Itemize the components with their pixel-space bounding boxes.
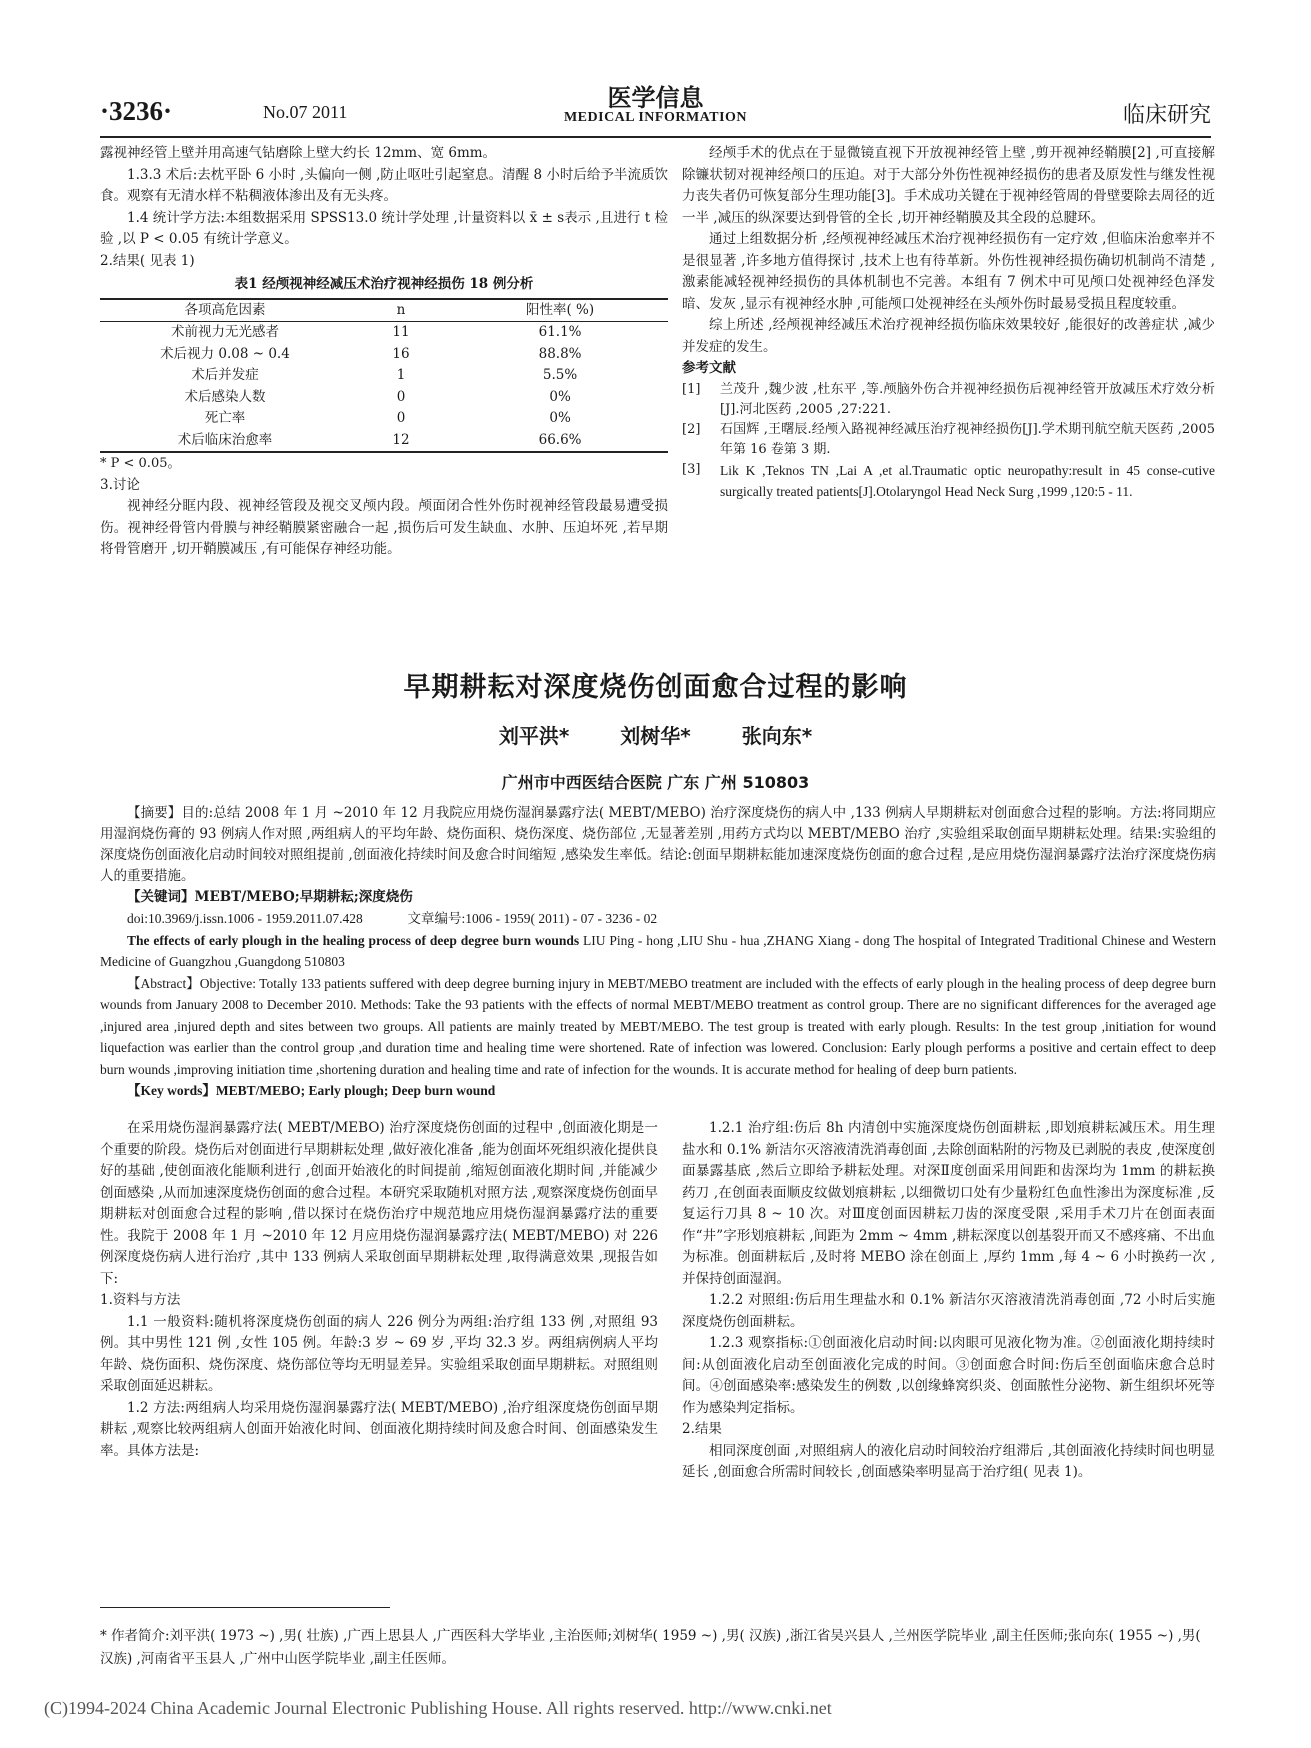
table-cell: 术后视力 0.08 ~ 0.4	[160, 345, 290, 362]
title-en-line	[100, 930, 1216, 973]
article-id: 文章编号:1006 - 1959( 2011) - 07 - 3236 - 02	[407, 911, 658, 926]
prev-article-left-column	[100, 143, 668, 561]
section-heading: 2.结果	[682, 1421, 722, 1437]
column-header: n	[396, 301, 406, 318]
paragraph: 1.2 方法:两组病人均采用烧伤湿润暴露疗法( MEBT/MEBO) ,治疗组深度烧伤创面早期耕耘 ,观察比较两组病人创面开始液化时间、创面液化期持续时间及愈合时间、创面感染发生率。具体方法是:	[100, 1399, 658, 1459]
doi: doi:10.3969/j.issn.1006 - 1959.2011.07.428	[127, 911, 363, 926]
paragraph: 1.1 一般资料:随机将深度烧伤创面的病人 226 例分为两组:治疗组 133 例 ,对照组 93 例。其中男性 121 例 ,女性 105 例。年龄:3 岁 ~ 69 岁 ,平均 32.3 岁。两组病例病人平均年龄、烧伤面积、烧伤深度、烧伤部位等均无明显差异。实验组采取创面早期耕耘。对照组则采取创面延迟耕耘。	[100, 1313, 658, 1394]
keywords-en: 【Key words】MEBT/MEBO; Early plough; Deep burn wound	[127, 1083, 496, 1098]
footnote-rule	[100, 1607, 390, 1608]
paragraph: 相同深度创面 ,对照组病人的液化启动时间较治疗组滞后 ,其创面液化持续时间也明显延长 ,创面愈合所需时间较长 ,创面感染率明显高于治疗组( 见表 1)。	[682, 1442, 1215, 1480]
table-cell: 术后临床治愈率	[177, 431, 273, 448]
table-note: * P < 0.05。	[100, 456, 181, 471]
paragraph: 1.2.2 对照组:伤后用生理盐水和 0.1% 新洁尔灭溶液清洗消毒创面 ,72 小时后实施深度烧伤创面耕耘。	[682, 1292, 1215, 1330]
paragraph: 1.2.1 治疗组:伤后 8h 内清创中实施深度烧伤创面耕耘 ,即划痕耕耘减压术。用生理盐水和 0.1% 新洁尔灭溶液清洗消毒创面 ,去除创面粘附的污物及已剥脱的表皮 ,使深度创面暴露基底 ,然后立即给予耕耘处理。对深Ⅱ度创面采用间距和齿深均为 1mm 的耕耘换药刀 ,在创面表面顺皮纹做划痕耕耘 ,以细微切口处有少量粉红色血性渗出为深度标准 ,反复运行刀具 8 ~ 10 次。对Ⅲ度创面因耕耘刀齿的深度受限 ,采用手术刀片在创面表面作“井”字形划痕耕耘 ,间距为 2mm ~ 4mm ,耕耘深度以创基裂开而又不感疼痛、不出血为标准。创面耕耘后 ,及时将 MEBO 涂在创面上 ,厚约 1mm ,每 4 ~ 6 小时换药一次 ,并保持创面湿润。	[682, 1120, 1215, 1287]
abstract-block	[100, 803, 1216, 1102]
table-row	[100, 365, 668, 387]
abstract-cn: 【摘要】目的:总结 2008 年 1 月 ~2010 年 12 月我院应用烧伤湿润暴露疗法( MEBT/MEBO) 治疗深度烧伤的病人中 ,133 例病人早期耕耘对创面愈合过程的影响。方法:将同期应用湿润烧伤膏的 93 例病人作对照 ,两组病人的平均年龄、烧伤面积、烧伤深度、烧伤部位 ,无显著差别 ,用药方式均以 MEBT/MEBO 治疗 ,实验组采取创面早期耕耘处理。结果:实验组的深度烧伤创面液化启动时间较对照组提前 ,创面液化持续时间及愈合时间缩短 ,感染发生率低。结论:创面早期耕耘能加速深度烧伤创面的愈合过程 ,是应用烧伤湿润暴露疗法治疗深度烧伤病人的重要措施。	[100, 805, 1216, 884]
keywords-cn: 【关键词】MEBT/MEBO;早期耕耘;深度烧伤	[127, 889, 413, 905]
paragraph: 视神经分眶内段、视神经管段及视交叉颅内段。颅面闭合性外伤时视神经管段最易遭受损伤。视神经骨管内骨膜与神经鞘膜紧密融合一起 ,损伤后可发生缺血、水肿、压迫坏死 ,若早期将骨管磨开 ,切开鞘膜减压 ,有可能保存神经功能。	[100, 498, 668, 557]
table-row	[100, 430, 668, 453]
section-heading: 3.讨论	[100, 476, 140, 493]
reference-text: Lik K ,Teknos TN ,Lai A ,et al.Traumatic optic neuropathy:result in 45 conse-cutive surgically treated patients[J].Otolaryngol Head Neck Surg ,1999 ,120:5 - 11.	[720, 462, 1215, 499]
table-cell: 88.8%	[538, 345, 582, 362]
doi-line	[100, 908, 1216, 930]
column-header: 阳性率( %)	[525, 301, 595, 318]
table-caption: 表1 经颅视神经减压术治疗视神经损伤 18 例分析	[234, 276, 534, 292]
table-cell: 术后感染人数	[184, 388, 266, 405]
references-heading: 参考文献	[682, 360, 736, 376]
table-cell: 61.1%	[538, 324, 582, 340]
section-heading: 2.结果( 见表 1)	[100, 252, 195, 269]
table-cell: 11	[392, 324, 410, 340]
table-row	[100, 387, 668, 409]
paragraph: 1.2.3 观察指标:①创面液化启动时间:以肉眼可见液化物为准。②创面液化期持续时间:从创面液化启动至创面液化完成的时间。③创面愈合时间:伤后至创面临床愈合总时间。④创面感染率:感染发生的例数 ,以创缘蜂窝织炎、创面脓性分泌物、新生组织坏死等作为感染判定指标。	[682, 1335, 1215, 1416]
paragraph: 1.4 统计学方法:本组数据采用 SPSS13.0 统计学处理 ,计量资料以 x̄ ± s表示 ,且进行 t 检验 ,以 P < 0.05 有统计学意义。	[100, 209, 668, 247]
column-header: 各项高危因素	[184, 301, 266, 318]
prev-article-right-column	[682, 143, 1215, 503]
table-header-row	[100, 299, 668, 322]
table-cell: 术前视力无光感者	[170, 324, 279, 340]
abstract-en: 【Abstract】Objective: Totally 133 patients suffered with deep degree burning injury in MEBT/MEBO treatment are included with the effects of early plough in the healing process of deep degree burn wounds from January 2008 to December 2010. Methods: Take the 93 patients with the effects of normal MEBT/MEBO treatment as control group. There are no significant differences for the averaged age ,injured area ,injured depth and sites between two groups. All patients are mainly treated by MEBT/MEBO. The test group is treated with early plough. Results: In the test group ,initiation for wound liquefaction was earlier than the control group ,and duration time and healing time were shortened. Rate of infection was lowered. Conclusion: Early plough performs a positive and certain effect to deep burn wounds ,improving initiation time ,shortening duration and healing time and rate of infection for the wounds. It is accurate method for healing of deep burn patients.	[100, 975, 1216, 1077]
reference-number: [3]	[682, 461, 701, 477]
table-row	[100, 322, 668, 344]
table-cell: 1	[396, 367, 406, 383]
table-cell: 0%	[549, 388, 571, 405]
journal-title-cn: 医学信息	[607, 84, 704, 112]
table-cell: 术后并发症	[191, 367, 259, 383]
article-left-column	[100, 1118, 658, 1462]
table-cell: 66.6%	[538, 431, 582, 448]
copyright-notice: (C)1994-2024 China Academic Journal Electronic Publishing House. All rights reserved. http://www.cnki.net	[44, 1698, 832, 1718]
table-cell: 5.5%	[542, 367, 578, 383]
results-table	[100, 298, 668, 454]
journal-title-en: MEDICAL INFORMATION	[563, 110, 748, 125]
section-heading: 1.资料与方法	[100, 1292, 181, 1308]
table-row	[100, 408, 668, 430]
paragraph: 经颅手术的优点在于显微镜直视下开放视神经管上壁 ,剪开视神经鞘膜[2] ,可直接解除镰状韧对视神经颅口的压迫。对于大部分外伤性视神经损伤的患者及原发性与继发性视力丧失者仍可恢复部分生理功能[3]。手术成功关键在于视神经管周的骨壁要除去周径的近一半 ,减压的纵深要达到骨管的全长 ,切开神经鞘膜及其全段的总腱环。	[682, 145, 1215, 226]
author-name: 张向东*	[741, 724, 813, 748]
authors-en: LIU Ping - hong ,LIU Shu - hua ,ZHANG Xiang - dong The hospital of Integrated Traditional Chinese and Western Medicine of Guangzhou ,Guangdong 510803	[100, 932, 1216, 969]
title-en: The effects of early plough in the healing process of deep degree burn wounds	[127, 932, 580, 948]
reference-text: 石国辉 ,王曙辰.经颅入路视神经减压治疗视神经损伤[J].学术期刊航空航天医药 ,2005 年第 16 卷第 3 期.	[720, 421, 1215, 457]
section-name: 临床研究	[1122, 103, 1211, 128]
article-right-column	[682, 1118, 1215, 1484]
reference-number: [1]	[682, 381, 701, 397]
affiliation: 广州市中西医结合医院 广东 广州 510803	[501, 773, 810, 792]
running-header	[100, 78, 1211, 138]
reference-item	[682, 460, 1215, 503]
author-name: 刘树华*	[620, 724, 691, 748]
table-cell: 0	[396, 388, 406, 405]
reference-item	[682, 380, 1215, 420]
table-cell: 12	[392, 431, 410, 448]
table-row	[100, 344, 668, 366]
table-cell: 死亡率	[204, 410, 246, 426]
table-cell: 0%	[549, 410, 571, 426]
issue-number: No.07 2011	[263, 102, 348, 122]
reference-text: 兰茂升 ,魏少波 ,杜东平 ,等.颅脑外伤合并视神经损伤后视神经管开放减压术疗效分析[J].河北医药 ,2005 ,27:221.	[720, 381, 1215, 417]
paragraph: 通过上组数据分析 ,经颅视神经减压术治疗视神经损伤有一定疗效 ,但临床治愈率并不是很显著 ,许多地方值得探讨 ,技术上也有待革新。外伤性视神经损伤确切机制尚不清楚 ,激素能减轻视神经损伤的具体机制也不完善。本组有 7 例术中可见颅口处视神经色泽发暗、发灰 ,显示有视神经水肿 ,可能颅口处视神经在头颅外伤时最易受损且程度较重。	[682, 231, 1215, 312]
article-title: 早期耕耘对深度烧伤创面愈合过程的影响	[403, 672, 908, 703]
author-name: 刘平洪*	[498, 724, 570, 748]
page-number: ·3236·	[100, 96, 173, 126]
reference-item	[682, 420, 1215, 460]
paragraph: 综上所述 ,经颅视神经减压术治疗视神经损伤临床效果较好 ,能很好的改善症状 ,减少并发症的发生。	[682, 317, 1215, 355]
paragraph: 露视神经管上壁并用高速气钻磨除上壁大约长 12mm、宽 6mm。	[100, 145, 497, 161]
author-list	[0, 720, 1311, 749]
author-footnote: * 作者简介:刘平洪( 1973 ~) ,男( 壮族) ,广西上思县人 ,广西医科大学毕业 ,主治医师;刘树华( 1959 ~) ,男( 汉族) ,浙江省吴兴县人 ,兰州医学院毕业 ,副主任医师;张向东( 1955 ~) ,男( 汉族) ,河南省平玉县人 ,广州中山医学院毕业 ,副主任医师。	[100, 1628, 1201, 1667]
reference-number: [2]	[682, 421, 701, 437]
table-cell: 0	[396, 410, 406, 426]
table-cell: 16	[392, 345, 410, 362]
paragraph: 在采用烧伤湿润暴露疗法( MEBT/MEBO) 治疗深度烧伤创面的过程中 ,创面液化期是一个重要的阶段。烧伤后对创面进行早期耕耘处理 ,做好液化准备 ,能为创面坏死组织液化提供良好的基础 ,使创面液化能顺利进行 ,创面开始液化的时间提前 ,缩短创面液化期时间 ,并能减少创面感染 ,从而加速深度烧伤创面的愈合过程。本研究采取随机对照方法 ,观察深度烧伤创面早期耕耘对创面愈合过程的影响 ,借以探讨在烧伤治疗中规范地应用烧伤湿润暴露疗法的重要性。我院于 2008 年 1 月 ~2010 年 12 月应用烧伤湿润暴露疗法( MEBT/MEBO) 对 226 例深度烧伤病人进行治疗 ,其中 133 例病人采取创面早期耕耘处理 ,取得满意效果 ,现报告如下:	[100, 1120, 658, 1287]
paragraph: 1.3.3 术后:去枕平卧 6 小时 ,头偏向一侧 ,防止呕吐引起窒息。清醒 8 小时后给予半流质饮食。观察有无清水样不粘稠液体渗出及有无头疼。	[100, 166, 668, 204]
